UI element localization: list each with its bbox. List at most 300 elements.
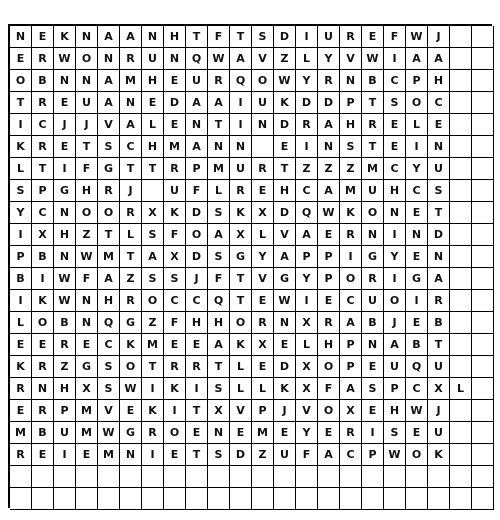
grid-cell: A xyxy=(208,224,230,246)
grid-cell: N xyxy=(428,246,450,268)
grid-cell: G xyxy=(120,312,142,334)
grid-cell: Y xyxy=(384,246,406,268)
grid-cell: E xyxy=(362,356,384,378)
grid-cell: U xyxy=(76,92,98,114)
grid-cell: A xyxy=(406,48,428,70)
grid-cell: C xyxy=(406,378,428,400)
grid-cell: M xyxy=(120,70,142,92)
grid-cell: P xyxy=(362,444,384,466)
grid-cell xyxy=(318,466,340,488)
grid-cell: R xyxy=(252,158,274,180)
grid-cell: W xyxy=(406,400,428,422)
grid-cell: C xyxy=(340,444,362,466)
grid-cell: B xyxy=(10,268,32,290)
grid-cell: E xyxy=(54,92,76,114)
grid-cell xyxy=(472,26,494,48)
grid-cell: E xyxy=(186,422,208,444)
grid-cell: L xyxy=(230,356,252,378)
grid-cell: I xyxy=(32,268,54,290)
grid-cell: Z xyxy=(120,268,142,290)
grid-cell: E xyxy=(384,136,406,158)
grid-cell: P xyxy=(10,246,32,268)
grid-cell: O xyxy=(76,48,98,70)
grid-cell: I xyxy=(384,224,406,246)
grid-cell: X xyxy=(76,378,98,400)
grid-cell: B xyxy=(428,312,450,334)
grid-cell: D xyxy=(186,246,208,268)
grid-cell: R xyxy=(362,114,384,136)
grid-cell: S xyxy=(340,136,362,158)
grid-cell: K xyxy=(428,444,450,466)
grid-cell: V xyxy=(98,114,120,136)
grid-cell xyxy=(450,268,472,290)
grid-cell: Y xyxy=(252,246,274,268)
grid-cell xyxy=(450,400,472,422)
grid-cell xyxy=(472,422,494,444)
grid-cell: W xyxy=(120,378,142,400)
grid-cell: E xyxy=(252,356,274,378)
grid-cell: E xyxy=(32,26,54,48)
grid-cell: R xyxy=(362,268,384,290)
grid-cell xyxy=(10,488,32,510)
grid-cell: K xyxy=(340,202,362,224)
grid-cell xyxy=(450,136,472,158)
grid-cell: P xyxy=(318,268,340,290)
grid-cell: A xyxy=(384,334,406,356)
grid-cell: R xyxy=(32,136,54,158)
grid-cell: W xyxy=(98,422,120,444)
grid-cell: I xyxy=(186,378,208,400)
grid-cell xyxy=(252,488,274,510)
grid-cell: O xyxy=(164,422,186,444)
grid-cell: I xyxy=(142,444,164,466)
grid-cell: C xyxy=(32,114,54,136)
grid-cell: A xyxy=(98,92,120,114)
grid-cell: E xyxy=(406,312,428,334)
grid-cell: N xyxy=(384,202,406,224)
grid-cell xyxy=(230,488,252,510)
grid-cell: B xyxy=(32,246,54,268)
grid-cell: E xyxy=(362,400,384,422)
grid-cell xyxy=(450,444,472,466)
grid-cell: E xyxy=(164,444,186,466)
grid-cell: M xyxy=(142,334,164,356)
grid-cell xyxy=(472,466,494,488)
grid-cell: E xyxy=(318,422,340,444)
grid-cell: F xyxy=(186,180,208,202)
grid-cell: T xyxy=(428,202,450,224)
grid-cell xyxy=(120,466,142,488)
grid-cell xyxy=(450,202,472,224)
grid-cell: L xyxy=(10,158,32,180)
grid-cell: E xyxy=(10,400,32,422)
grid-cell xyxy=(142,466,164,488)
grid-cell: D xyxy=(274,202,296,224)
grid-cell xyxy=(76,488,98,510)
grid-cell: Z xyxy=(296,158,318,180)
grid-cell xyxy=(98,466,120,488)
grid-cell: N xyxy=(362,334,384,356)
grid-cell: J xyxy=(186,268,208,290)
grid-cell: A xyxy=(208,92,230,114)
grid-cell xyxy=(164,488,186,510)
grid-cell: K xyxy=(54,26,76,48)
grid-cell xyxy=(406,466,428,488)
grid-cell: W xyxy=(406,26,428,48)
grid-cell: X xyxy=(296,378,318,400)
grid-cell: O xyxy=(10,70,32,92)
grid-cell xyxy=(472,114,494,136)
grid-cell: O xyxy=(186,224,208,246)
grid-cell: S xyxy=(142,268,164,290)
grid-cell: I xyxy=(230,114,252,136)
grid-cell xyxy=(142,488,164,510)
grid-cell xyxy=(472,378,494,400)
grid-cell: E xyxy=(32,334,54,356)
grid-cell: U xyxy=(142,48,164,70)
grid-cell: M xyxy=(164,136,186,158)
grid-cell: G xyxy=(120,422,142,444)
grid-cell xyxy=(230,466,252,488)
grid-cell xyxy=(472,312,494,334)
grid-cell: R xyxy=(32,92,54,114)
grid-cell: W xyxy=(384,444,406,466)
word-search-grid xyxy=(8,24,492,508)
grid-cell xyxy=(10,466,32,488)
grid-cell: T xyxy=(10,92,32,114)
grid-cell: I xyxy=(406,290,428,312)
grid-cell xyxy=(472,356,494,378)
grid-cell xyxy=(54,488,76,510)
grid-cell: O xyxy=(318,400,340,422)
grid-cell: A xyxy=(186,136,208,158)
grid-cell: R xyxy=(318,70,340,92)
grid-cell: Z xyxy=(54,356,76,378)
grid-cell: S xyxy=(10,180,32,202)
grid-cell: G xyxy=(98,158,120,180)
grid-cell: L xyxy=(296,48,318,70)
grid-cell: T xyxy=(428,334,450,356)
grid-cell xyxy=(472,444,494,466)
grid-cell: N xyxy=(54,246,76,268)
grid-cell: D xyxy=(274,114,296,136)
grid-cell: H xyxy=(186,312,208,334)
grid-cell: I xyxy=(340,246,362,268)
grid-cell: Z xyxy=(274,48,296,70)
grid-cell: U xyxy=(186,70,208,92)
grid-cell: A xyxy=(428,48,450,70)
grid-cell: O xyxy=(142,290,164,312)
grid-cell: K xyxy=(230,202,252,224)
grid-cell: V xyxy=(230,400,252,422)
grid-cell: A xyxy=(120,114,142,136)
grid-cell: Z xyxy=(318,158,340,180)
grid-cell xyxy=(450,26,472,48)
grid-cell: V xyxy=(252,48,274,70)
grid-cell: T xyxy=(208,356,230,378)
grid-cell xyxy=(450,92,472,114)
grid-cell: U xyxy=(252,92,274,114)
grid-cell: C xyxy=(32,202,54,224)
grid-cell: R xyxy=(98,180,120,202)
grid-cell: L xyxy=(10,312,32,334)
grid-cell xyxy=(208,466,230,488)
grid-cell: I xyxy=(10,224,32,246)
grid-cell: W xyxy=(76,246,98,268)
grid-cell: U xyxy=(54,422,76,444)
grid-cell: K xyxy=(32,290,54,312)
grid-cell: N xyxy=(318,136,340,158)
grid-cell: E xyxy=(274,422,296,444)
grid-cell: K xyxy=(274,92,296,114)
grid-cell: E xyxy=(406,202,428,224)
grid-cell: W xyxy=(208,48,230,70)
grid-cell: S xyxy=(362,378,384,400)
grid-cell: C xyxy=(98,334,120,356)
grid-cell: R xyxy=(296,114,318,136)
grid-cell: I xyxy=(362,422,384,444)
grid-cell: E xyxy=(32,444,54,466)
grid-cell: E xyxy=(318,224,340,246)
grid-cell: I xyxy=(296,290,318,312)
grid-cell: O xyxy=(32,312,54,334)
grid-cell: A xyxy=(340,312,362,334)
grid-cell: S xyxy=(384,422,406,444)
grid-cell: N xyxy=(428,136,450,158)
grid-cell xyxy=(450,70,472,92)
grid-cell xyxy=(32,466,54,488)
grid-cell: E xyxy=(406,422,428,444)
grid-cell: I xyxy=(142,378,164,400)
grid-cell: S xyxy=(142,224,164,246)
grid-cell: I xyxy=(54,158,76,180)
grid-cell: S xyxy=(208,444,230,466)
grid-cell: H xyxy=(384,400,406,422)
grid-cell: B xyxy=(32,422,54,444)
grid-cell: F xyxy=(296,444,318,466)
grid-cell xyxy=(186,488,208,510)
grid-cell: A xyxy=(186,92,208,114)
grid-cell: R xyxy=(318,312,340,334)
grid-cell: A xyxy=(98,70,120,92)
grid-cell: H xyxy=(98,290,120,312)
grid-cell: L xyxy=(120,224,142,246)
grid-cell: G xyxy=(274,268,296,290)
grid-cell: K xyxy=(164,202,186,224)
grid-cell: N xyxy=(230,136,252,158)
grid-cell xyxy=(450,180,472,202)
grid-cell: D xyxy=(274,356,296,378)
grid-cell: K xyxy=(120,334,142,356)
grid-cell: C xyxy=(340,290,362,312)
grid-cell: N xyxy=(186,114,208,136)
grid-cell xyxy=(54,466,76,488)
grid-cell xyxy=(472,268,494,290)
grid-cell: Q xyxy=(208,290,230,312)
grid-cell: W xyxy=(274,70,296,92)
grid-cell: A xyxy=(208,334,230,356)
grid-cell: D xyxy=(428,224,450,246)
grid-cell: X xyxy=(142,202,164,224)
grid-cell: H xyxy=(164,26,186,48)
grid-cell: U xyxy=(428,356,450,378)
grid-cell: N xyxy=(54,70,76,92)
grid-cell: M xyxy=(362,158,384,180)
grid-cell: Q xyxy=(406,356,428,378)
grid-cell: W xyxy=(318,202,340,224)
grid-cell: P xyxy=(296,246,318,268)
grid-cell xyxy=(384,466,406,488)
grid-cell: H xyxy=(54,224,76,246)
grid-cell: H xyxy=(428,70,450,92)
grid-cell: U xyxy=(362,290,384,312)
grid-cell: C xyxy=(296,180,318,202)
grid-cell: O xyxy=(98,202,120,224)
grid-cell: N xyxy=(208,136,230,158)
grid-cell xyxy=(428,488,450,510)
grid-cell: N xyxy=(98,48,120,70)
grid-cell: R xyxy=(120,202,142,224)
grid-cell: S xyxy=(252,26,274,48)
grid-cell: A xyxy=(428,268,450,290)
grid-cell xyxy=(450,422,472,444)
grid-cell: N xyxy=(406,224,428,246)
grid-cell: T xyxy=(208,114,230,136)
grid-cell: A xyxy=(120,26,142,48)
grid-cell xyxy=(186,466,208,488)
grid-cell: C xyxy=(186,290,208,312)
grid-cell: R xyxy=(340,26,362,48)
grid-cell xyxy=(450,312,472,334)
grid-cell: E xyxy=(318,290,340,312)
grid-cell: T xyxy=(230,290,252,312)
grid-cell: N xyxy=(120,92,142,114)
grid-cell: I xyxy=(230,92,252,114)
grid-cell xyxy=(450,48,472,70)
grid-cell xyxy=(450,158,472,180)
grid-cell: Q xyxy=(98,312,120,334)
grid-cell: C xyxy=(120,136,142,158)
grid-cell: E xyxy=(10,48,32,70)
grid-cell: F xyxy=(76,268,98,290)
grid-cell: N xyxy=(362,224,384,246)
grid-cell: T xyxy=(274,158,296,180)
grid-cell: L xyxy=(252,224,274,246)
grid-cell: K xyxy=(142,400,164,422)
grid-cell xyxy=(32,488,54,510)
grid-cell: K xyxy=(230,334,252,356)
grid-cell xyxy=(98,488,120,510)
grid-cell: Z xyxy=(340,158,362,180)
grid-cell: H xyxy=(142,70,164,92)
grid-cell: P xyxy=(384,378,406,400)
grid-cell: E xyxy=(164,334,186,356)
grid-cell: K xyxy=(274,378,296,400)
grid-cell: P xyxy=(318,246,340,268)
grid-cell: H xyxy=(274,180,296,202)
grid-cell: A xyxy=(98,26,120,48)
grid-cell: V xyxy=(98,400,120,422)
grid-cell: S xyxy=(428,180,450,202)
grid-cell: B xyxy=(406,334,428,356)
grid-cell xyxy=(164,466,186,488)
grid-cell xyxy=(472,136,494,158)
grid-cell: N xyxy=(32,378,54,400)
grid-cell: N xyxy=(76,312,98,334)
grid-cell xyxy=(472,334,494,356)
grid-cell: I xyxy=(54,444,76,466)
grid-cell: H xyxy=(142,136,164,158)
grid-cell: I xyxy=(406,136,428,158)
grid-cell: L xyxy=(450,378,472,400)
grid-cell: U xyxy=(384,356,406,378)
grid-cell: Y xyxy=(318,48,340,70)
grid-cell: O xyxy=(318,356,340,378)
grid-cell: M xyxy=(76,400,98,422)
grid-cell: A xyxy=(274,246,296,268)
grid-cell: S xyxy=(164,268,186,290)
grid-cell: R xyxy=(32,356,54,378)
grid-cell: U xyxy=(318,26,340,48)
grid-cell: H xyxy=(208,312,230,334)
grid-cell: M xyxy=(208,158,230,180)
grid-cell xyxy=(274,488,296,510)
grid-cell: E xyxy=(186,334,208,356)
grid-cell xyxy=(318,488,340,510)
grid-cell: I xyxy=(384,268,406,290)
grid-cell: E xyxy=(54,136,76,158)
grid-cell: E xyxy=(274,136,296,158)
grid-cell: E xyxy=(164,114,186,136)
grid-cell xyxy=(296,466,318,488)
grid-cell: Y xyxy=(296,70,318,92)
grid-cell: V xyxy=(252,268,274,290)
grid-cell: D xyxy=(186,202,208,224)
grid-cell: O xyxy=(362,202,384,224)
grid-cell: S xyxy=(384,92,406,114)
grid-cell xyxy=(450,488,472,510)
grid-cell: N xyxy=(54,202,76,224)
grid-cell: B xyxy=(362,70,384,92)
grid-cell: T xyxy=(120,246,142,268)
grid-cell: H xyxy=(76,180,98,202)
grid-cell: B xyxy=(54,312,76,334)
grid-cell: E xyxy=(76,444,98,466)
grid-cell: F xyxy=(384,26,406,48)
grid-cell: Z xyxy=(142,312,164,334)
grid-cell: R xyxy=(252,312,274,334)
grid-cell: P xyxy=(340,356,362,378)
grid-cell: R xyxy=(10,378,32,400)
grid-cell: O xyxy=(252,70,274,92)
grid-cell: S xyxy=(98,378,120,400)
grid-cell xyxy=(120,488,142,510)
grid-cell: W xyxy=(54,48,76,70)
grid-cell: Z xyxy=(76,224,98,246)
grid-cell: P xyxy=(252,400,274,422)
grid-cell: X xyxy=(32,224,54,246)
grid-cell: Y xyxy=(406,158,428,180)
grid-cell xyxy=(252,136,274,158)
grid-cell: P xyxy=(406,70,428,92)
grid-cell xyxy=(472,488,494,510)
grid-cell xyxy=(472,246,494,268)
grid-cell: L xyxy=(208,180,230,202)
grid-cell: E xyxy=(76,334,98,356)
grid-cell: Q xyxy=(186,48,208,70)
grid-cell: L xyxy=(230,378,252,400)
grid-cell: X xyxy=(296,356,318,378)
